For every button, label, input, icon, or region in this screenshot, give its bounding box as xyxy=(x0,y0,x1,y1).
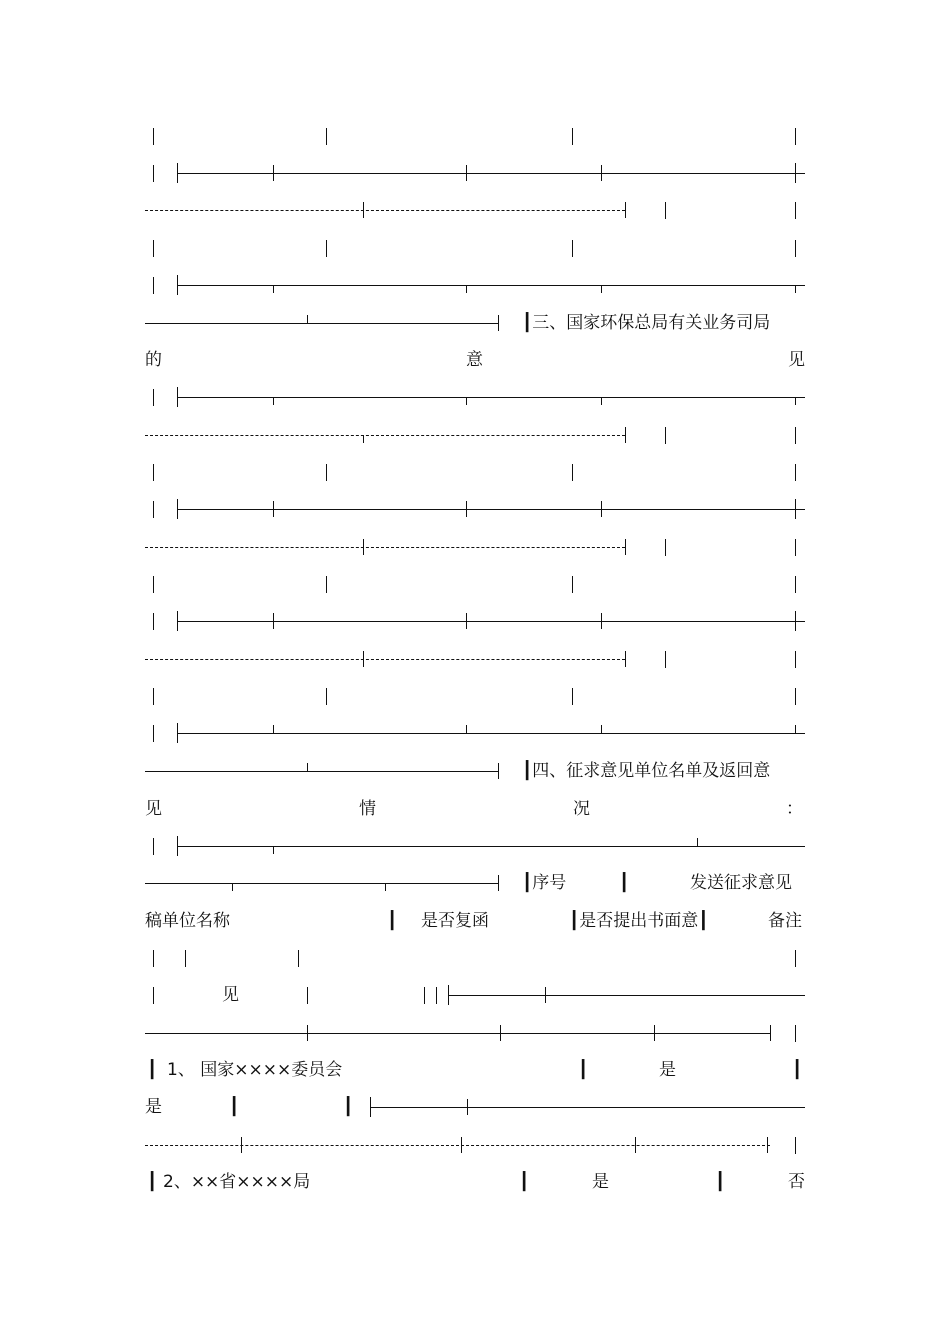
table-border-row xyxy=(145,197,805,223)
table-border-row xyxy=(145,833,805,859)
table-border-row xyxy=(145,720,805,746)
row-2-separator: ┃ xyxy=(715,1172,726,1192)
table-header-line xyxy=(145,982,805,1008)
section-4-word: 情 xyxy=(359,799,376,819)
section-4-heading-line xyxy=(145,758,805,784)
table-border-row xyxy=(145,571,805,597)
row-2-separator: ┃ xyxy=(519,1172,530,1192)
section-4-word: 见 xyxy=(145,799,162,819)
table-border-row xyxy=(145,945,805,971)
section-3-heading-line xyxy=(145,310,805,336)
section-4-title: ┃四、征求意见单位名单及返回意 xyxy=(522,761,771,781)
table-border-row xyxy=(145,384,805,410)
table-border-row xyxy=(145,1020,805,1046)
header-unit-name: 发送征求意见 xyxy=(690,873,792,893)
table-border-row xyxy=(145,459,805,485)
header-written-opinion: ┃是否提出书面意┃ xyxy=(569,911,709,931)
table-row xyxy=(145,1094,805,1120)
section-3-title: ┃三、国家环保总局有关业务司局 xyxy=(522,313,771,333)
header-replied: 是否复函 xyxy=(421,911,489,931)
table-border-row xyxy=(145,534,805,560)
row-1-separator: ┃ xyxy=(578,1060,589,1080)
section-4-word: ： xyxy=(786,799,803,819)
row-2-written-opinion: 否 xyxy=(788,1172,805,1192)
header-separator: ┃ xyxy=(619,873,630,893)
table-border-row xyxy=(145,160,805,186)
section-3-title-continuation xyxy=(145,347,805,373)
row-1-separator: ┃ xyxy=(343,1097,354,1117)
table-border-row xyxy=(145,123,805,149)
section-4-word: 况 xyxy=(573,799,590,819)
row-1-replied: 是 xyxy=(659,1060,676,1080)
header-seq: ┃序号 xyxy=(522,873,567,893)
table-border-row xyxy=(145,1132,805,1158)
table-border-row xyxy=(145,496,805,522)
table-row xyxy=(145,1057,805,1083)
section-3-word: 意 xyxy=(466,350,483,370)
table-header-line xyxy=(145,870,805,896)
row-1-written-opinion: 是 xyxy=(145,1097,162,1117)
section-3-word: 的 xyxy=(145,350,162,370)
row-1-unit-name: 1、 国家××××委员会 xyxy=(167,1060,343,1080)
table-border-row xyxy=(145,422,805,448)
table-border-row xyxy=(145,608,805,634)
table-row xyxy=(145,1169,805,1195)
row-2-unit-name: 2、××省××××局 xyxy=(163,1172,311,1192)
table-border-row xyxy=(145,683,805,709)
row-2-bar: ┃ xyxy=(147,1172,158,1192)
section-4-title-continuation xyxy=(145,796,805,822)
table-border-row xyxy=(145,235,805,261)
header-opinion-tail: 见 xyxy=(222,985,239,1005)
row-1-separator: ┃ xyxy=(229,1097,240,1117)
header-remark: 备注 xyxy=(768,911,802,931)
table-border-row xyxy=(145,272,805,298)
row-1-bar: ┃ xyxy=(147,1060,158,1080)
table-border-row xyxy=(145,646,805,672)
table-header-line xyxy=(145,908,805,934)
section-3-word: 见 xyxy=(788,350,805,370)
row-2-replied: 是 xyxy=(592,1172,609,1192)
row-1-end-bar: ┃ xyxy=(792,1060,803,1080)
header-separator: ┃ xyxy=(387,911,398,931)
header-unit-name-cont: 稿单位名称 xyxy=(145,911,230,931)
